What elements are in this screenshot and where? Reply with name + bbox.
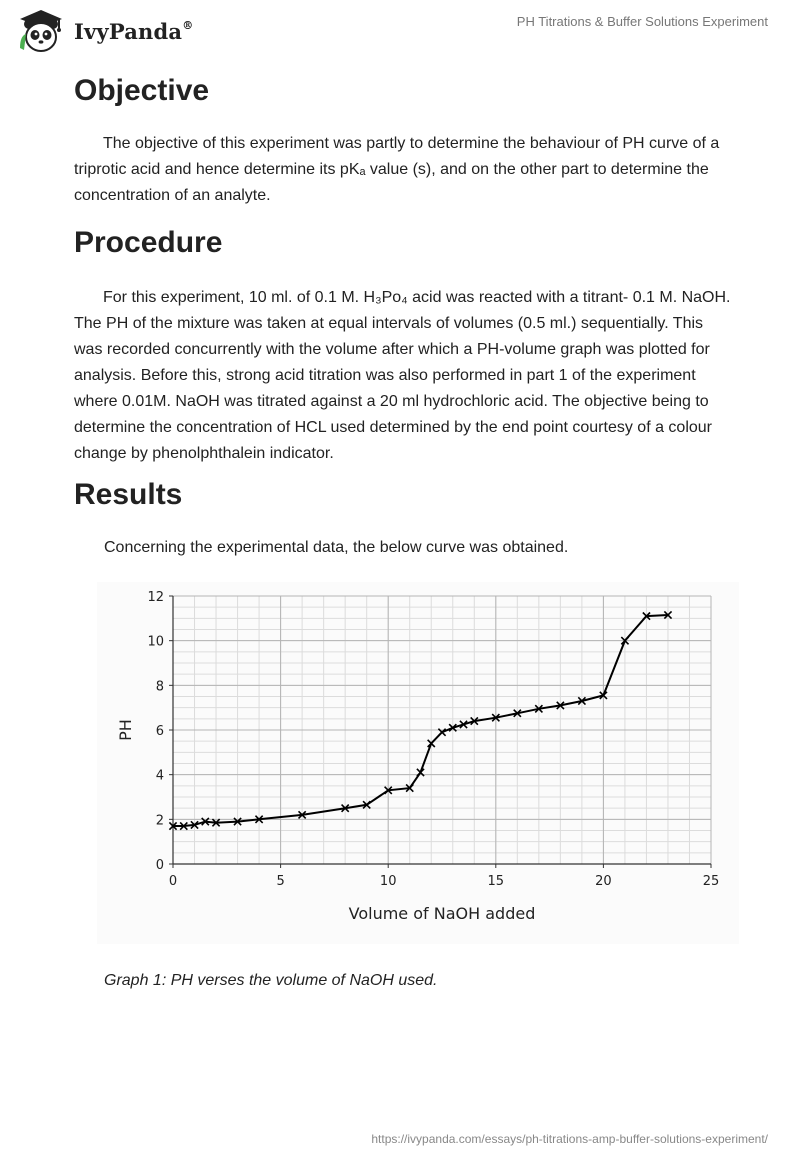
objective-paragraph bbox=[74, 131, 734, 209]
source-url[interactable]: https://ivypanda.com/essays/ph-titrations-amp-buffer-solutions-experiment/ bbox=[371, 1132, 768, 1146]
y-tick-label: 0 bbox=[155, 858, 164, 873]
y-tick-label: 8 bbox=[155, 679, 164, 695]
ivypanda-logo[interactable] bbox=[14, 8, 193, 54]
x-tick-label: 20 bbox=[595, 874, 612, 889]
panda-graduate-icon bbox=[14, 8, 68, 54]
titration-chart bbox=[97, 582, 739, 944]
x-axis-label: Volume of NaOH added bbox=[348, 904, 536, 923]
y-tick-label: 12 bbox=[147, 590, 164, 605]
x-tick-label: 5 bbox=[276, 874, 285, 889]
y-tick-label: 10 bbox=[147, 634, 164, 650]
document-title: PH Titrations & Buffer Solutions Experiment bbox=[516, 14, 768, 29]
x-tick-label: 0 bbox=[168, 874, 178, 889]
objective-text: The objective of this experiment was partly to determine the behaviour of PH curve of a triprotic acid and hence determine its pKₐ value (s), and on the other part to determine the concentration of an analyte. bbox=[74, 135, 720, 204]
chart-svg bbox=[97, 582, 739, 944]
objective-heading: Objective bbox=[74, 74, 210, 107]
ph-curve-line bbox=[173, 615, 668, 826]
brand-text: IvyPanda bbox=[74, 18, 183, 44]
chart-major-grid bbox=[173, 596, 711, 864]
graph-caption: Graph 1: PH verses the volume of NaOH used. bbox=[104, 972, 438, 989]
x-tick-label: 15 bbox=[487, 874, 505, 889]
trademark-symbol: ® bbox=[182, 18, 194, 32]
page-header bbox=[0, 0, 800, 60]
x-tick-label: 25 bbox=[702, 874, 720, 889]
y-tick-label: 2 bbox=[155, 813, 164, 829]
results-intro: Concerning the experimental data, the below curve was obtained. bbox=[104, 539, 569, 556]
brand-name bbox=[74, 19, 193, 44]
procedure-paragraph bbox=[74, 285, 734, 467]
procedure-text: For this experiment, 10 ml. of 0.1 M. H₃Po₄ acid was reacted with a titrant- 0.1 M. NaOH. The PH of the mixture was taken at equal intervals of volumes (0.5 ml.) sequentially. This was recorded concurrently with the volume after which a PH-volume graph was plotted for analysis. Before this, strong acid titration was also performed in part 1 of the experiment where 0.01M. NaOH was titrated against a 20 ml hydrochloric acid. The objective being to determine the concentration of HCL used determined by the end point courtesy of a colour change by phenolphthalein indicator. bbox=[74, 289, 731, 462]
chart-axes bbox=[169, 596, 711, 868]
procedure-heading: Procedure bbox=[74, 226, 223, 259]
y-axis-label: PH bbox=[116, 719, 135, 741]
x-tick-label: 10 bbox=[379, 874, 397, 889]
chart-tick-labels bbox=[147, 590, 719, 889]
y-tick-label: 4 bbox=[155, 768, 164, 784]
results-heading: Results bbox=[74, 478, 183, 511]
y-tick-label: 6 bbox=[155, 724, 164, 739]
